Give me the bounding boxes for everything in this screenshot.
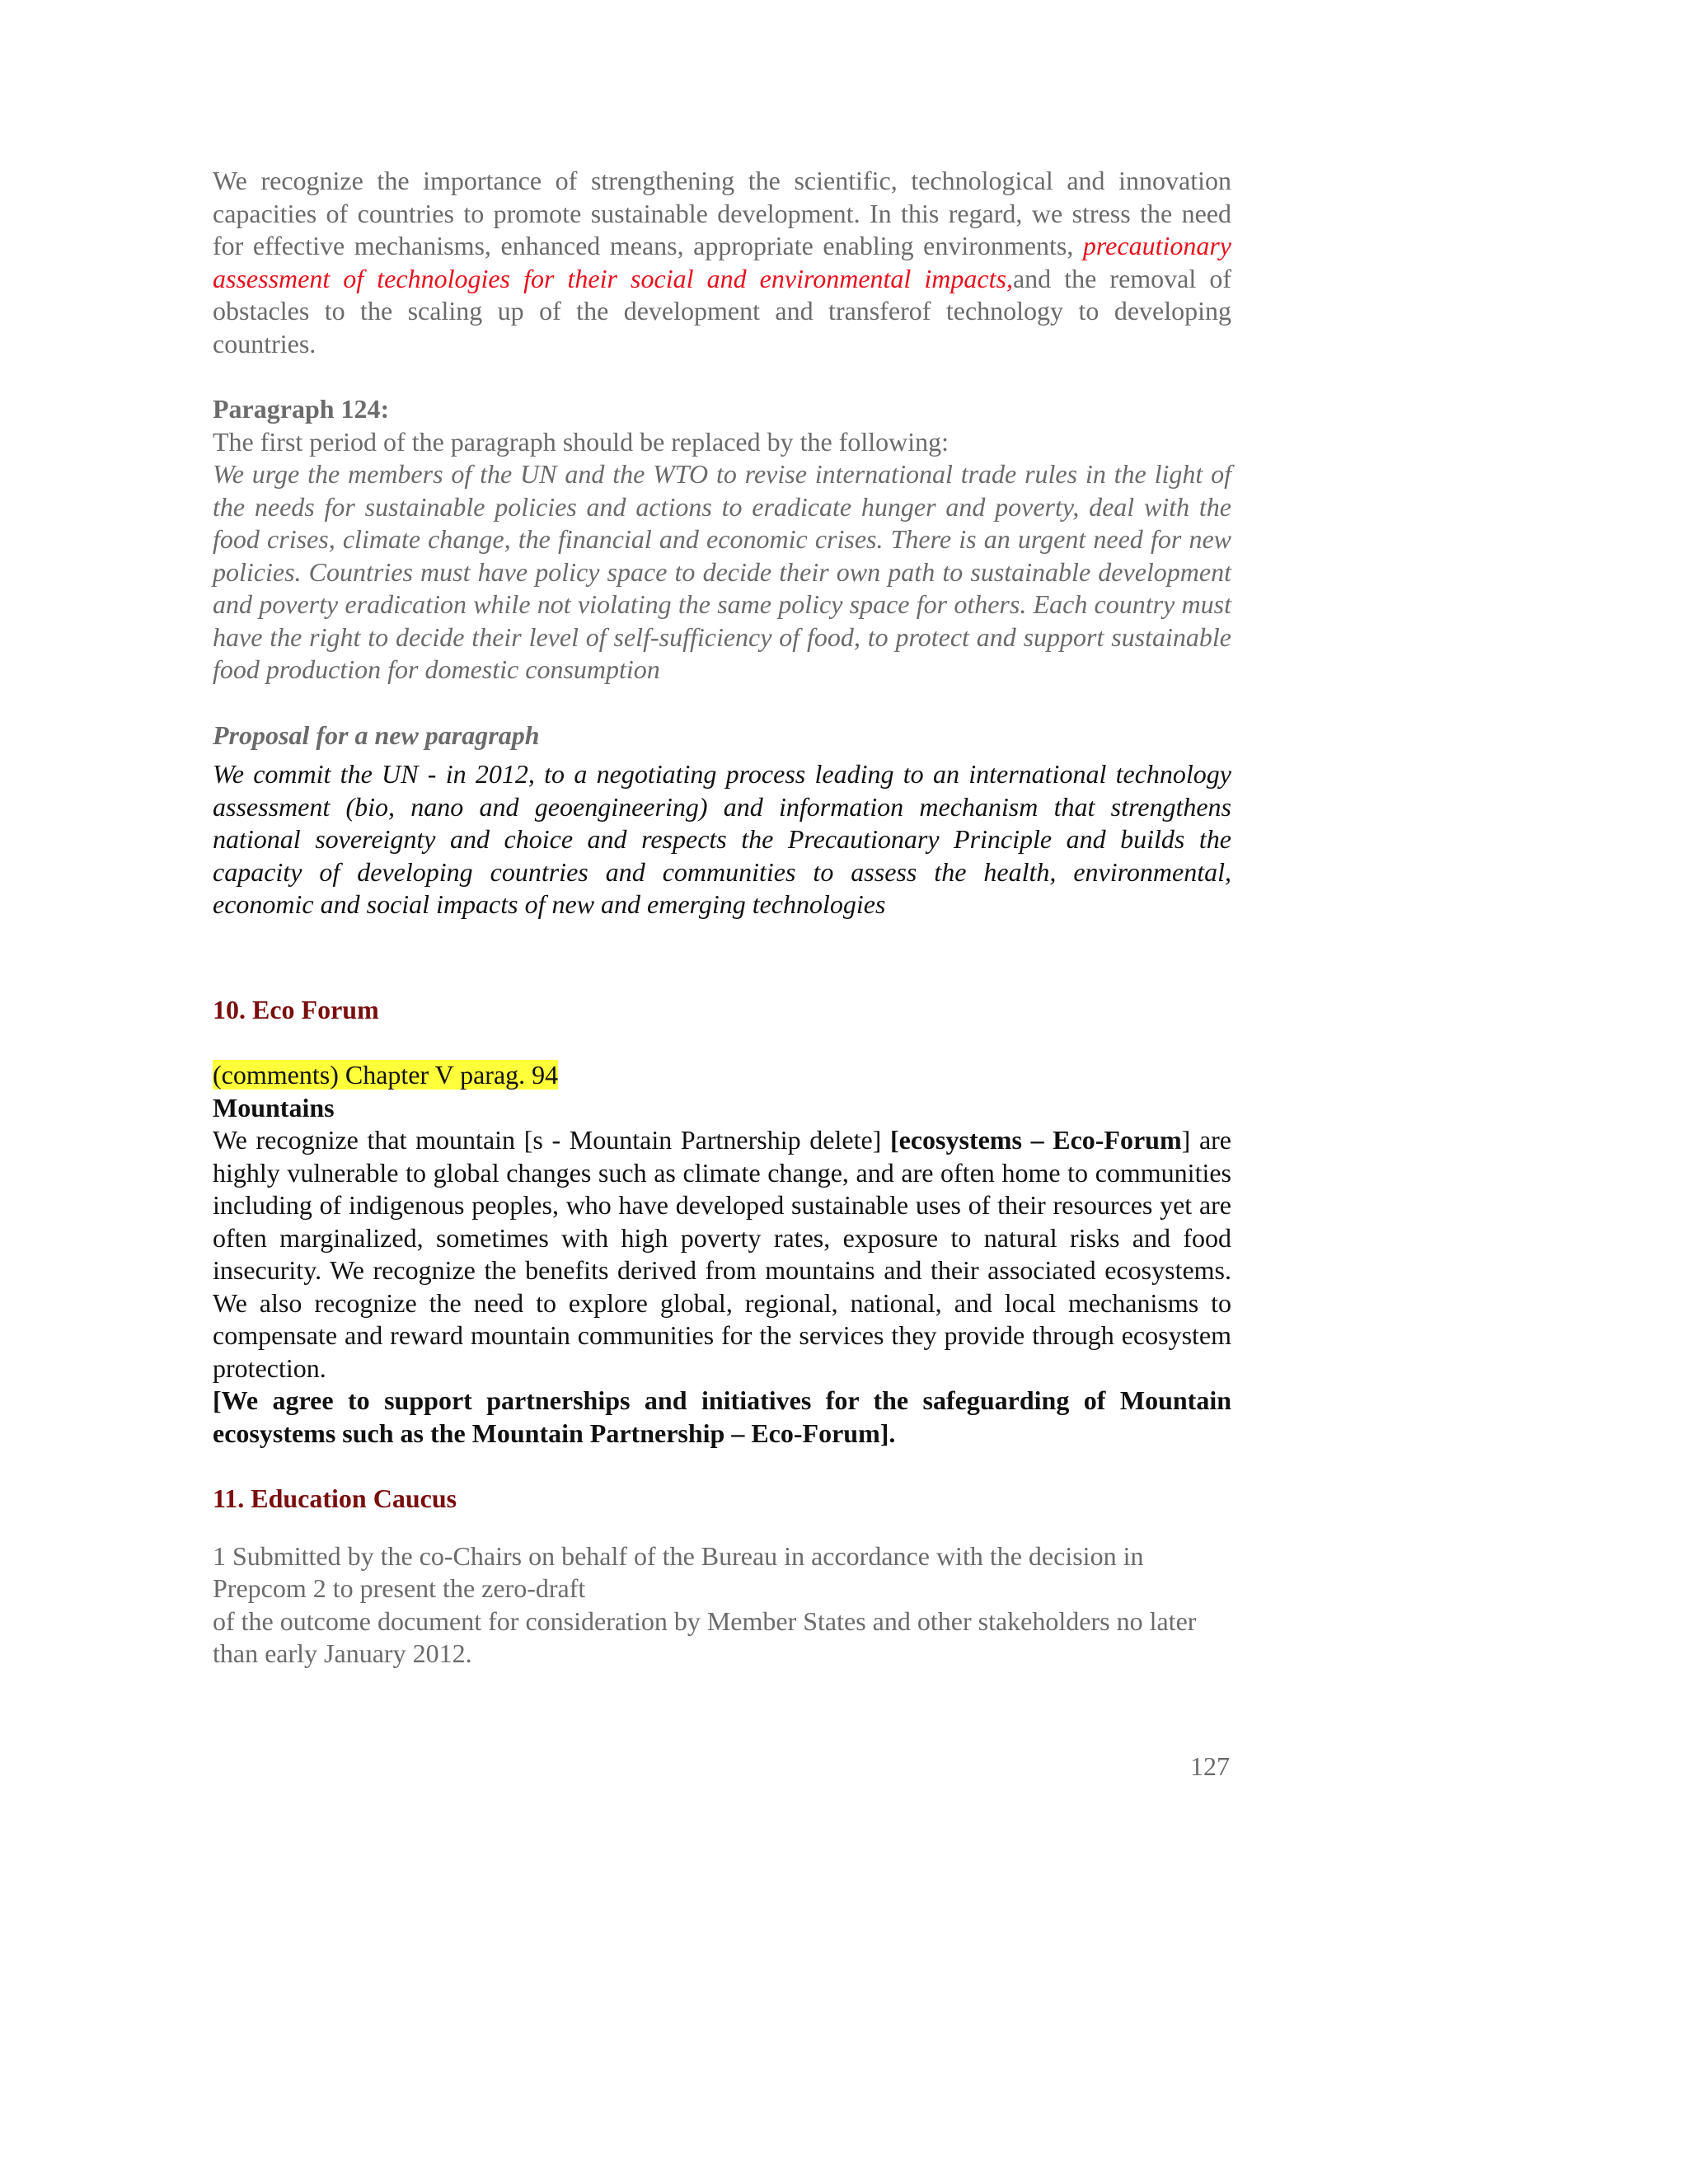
- paragraph-124-heading: Paragraph 124:: [213, 394, 390, 424]
- intro-paragraph: [213, 165, 1231, 360]
- mountains-subheading: Mountains: [213, 1092, 335, 1122]
- footnote-line2: of the outcome document for consideration by Member States and other stakeholders no later than early January 2012.: [213, 1605, 1197, 1668]
- eco-forum-comment-line: [213, 1059, 1231, 1092]
- mountains-body-part1: We recognize that mountain [s - Mountain Partnership delete]: [213, 1125, 890, 1155]
- paragraph-124-replacement: We urge the members of the UN and the WTO to revise international trade rules in the light of the needs for sustainable policies and actions to eradicate hunger and poverty, deal with the food crises, climate change, the financial and economic crises. There is an urgent need for new policies. Countries must have policy space to decide their own path to sustainable development and poverty eradication while not violating the same policy space for others. Each country must have the right to decide their level of self-sufficiency of food, to protect and support sustainable food production for domestic consumption: [213, 459, 1231, 684]
- eco-forum-heading: 10. Eco Forum: [213, 994, 379, 1024]
- mountains-body-part2: ] are highly vulnerable to global changes such as climate change, and are often home to communities including of indigenous peoples, who have developed sustainable uses of their resources yet are often marginalized, sometimes with high poverty rates, exposure to natural risks and food insecurity. We recognize the benefits derived from mountains and their associated ecosystems. We also recognize the need to explore global, regional, national, and local mechanisms to compensate and reward mountain communities for the services they provide through ecosystem protection.: [213, 1125, 1231, 1383]
- document-page: [213, 165, 1231, 1671]
- mountains-body-bold: [ecosystems – Eco-Forum: [889, 1125, 1182, 1155]
- intro-text-part1: We recognize the importance of strengthening the scientific, technological and innovation capacities of countries to promote sustainable development. In this regard, we stress the need for effective mechanisms, enhanced means, appropriate enabling environments,: [213, 166, 1231, 260]
- education-caucus-heading: 11. Education Caucus: [213, 1483, 457, 1513]
- proposal-heading: Proposal for a new paragraph: [213, 719, 540, 750]
- proposal-text: We commit the UN - in 2012, to a negotiating process leading to an international technology assessment (bio, nano and geoengineering) and information mechanism that strengthens national sovereignty and choice and respects the Precautionary Principle and builds the capacity of developing countries and communities to assess the health, environmental, economic and social impacts of new and emerging technologies: [213, 759, 1231, 919]
- comment-highlight: (comments) Chapter V parag. 94: [213, 1060, 559, 1090]
- footnote-line1: 1 Submitted by the co-Chairs on behalf of the Bureau in accordance with the decision in Prepcom 2 to present the zero-draft: [213, 1540, 1144, 1603]
- paragraph-124-instruction: The first period of the paragraph should be replaced by the following:: [213, 426, 950, 457]
- page-number: 127: [1190, 1751, 1230, 1781]
- intro-text-part2: and the removal of obstacles to the scaling up of the development and transferof technology to developing countries.: [213, 263, 1232, 359]
- mountains-addition: [We agree to support partnerships and initiatives for the safeguarding of Mountain ecosystems such as the Mountain Partnership – Eco-Forum].: [213, 1385, 1231, 1448]
- mountains-body: [213, 1124, 1231, 1385]
- intro-insertion: precautionary assessment of technologies for their social and environmental impacts,: [213, 231, 1231, 293]
